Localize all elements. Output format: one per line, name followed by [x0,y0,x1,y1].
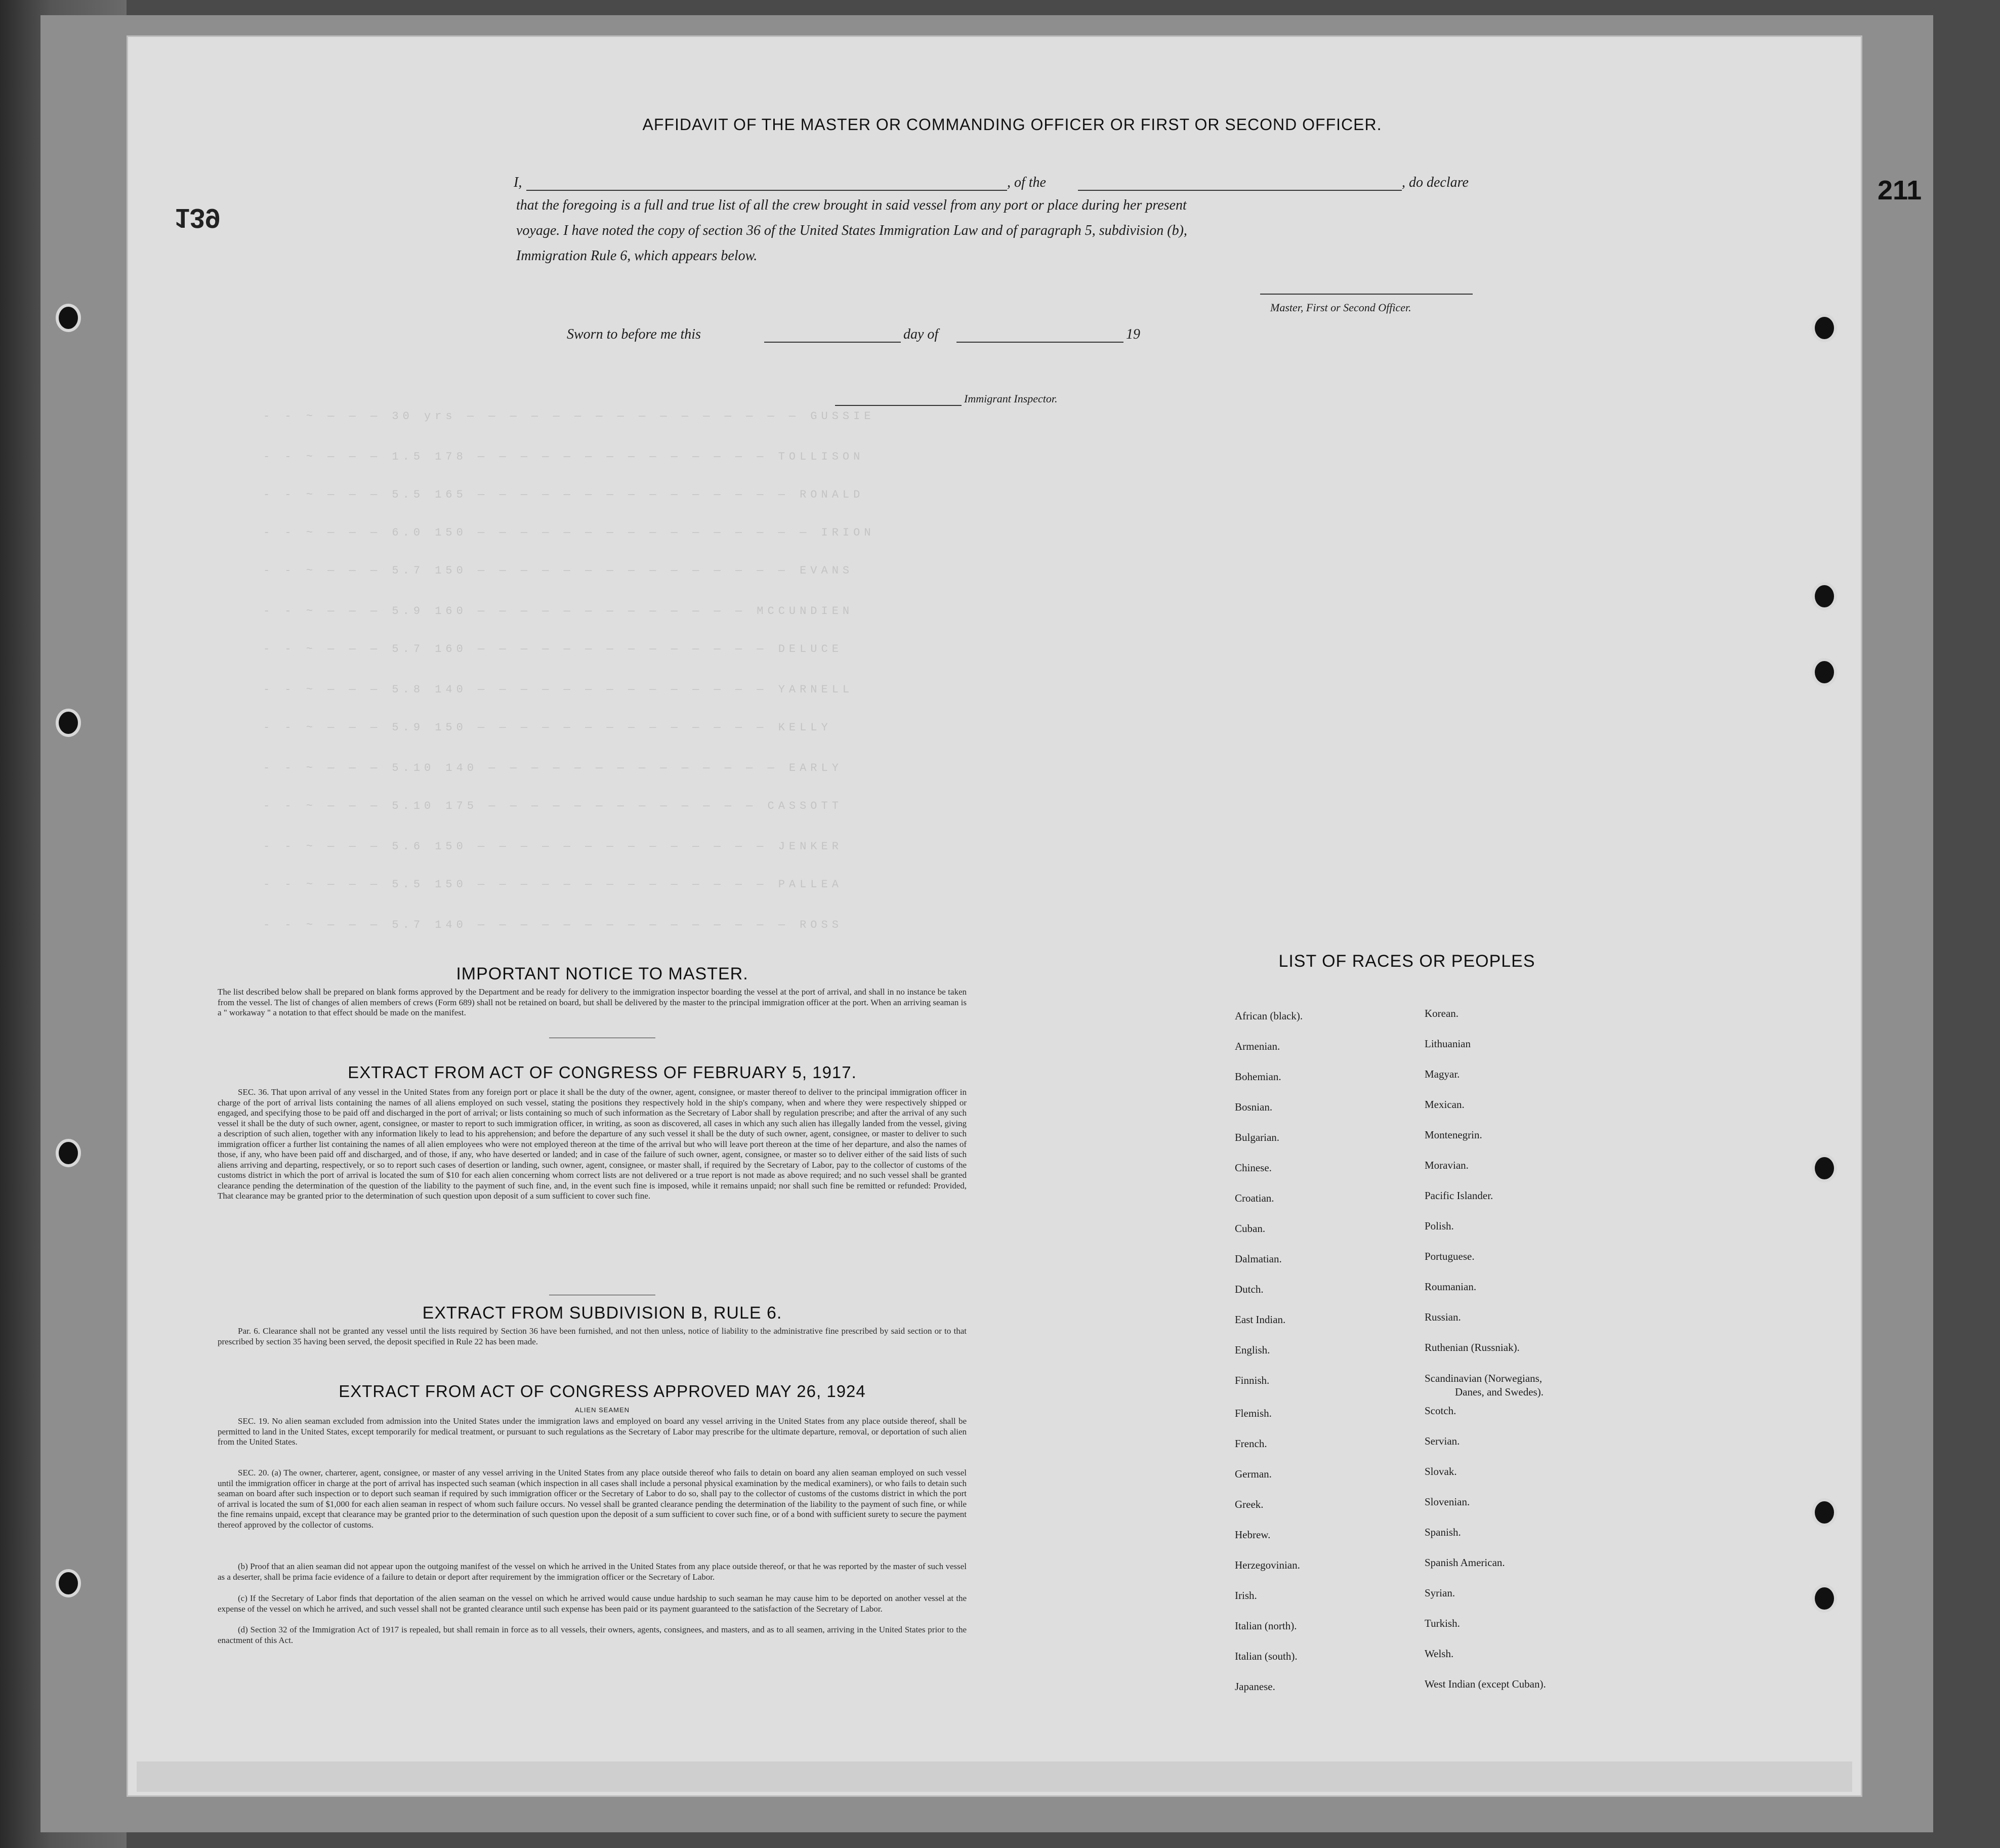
race-item: Roumanian. [1425,1281,1477,1293]
race-item: German. [1235,1468,1272,1480]
page-stamp-right: 211 [1878,175,1922,206]
extract-1917-title: EXTRACT FROM ACT OF CONGRESS OF FEBRUARY 5, 1917. [348,1063,857,1082]
extract-1917-body: SEC. 36. That upon arrival of any vessel in the United States from any foreign port or place it shall be the duty of the owner, agent, consignee, or master thereof to deliver to the principal immigration officer in charge of the port of arrival lists containing the names of all aliens employed on such vessel, stating the positions they respectively hold in the ship's company, when and where they were respectively shipped or engaged, and specifying those to be paid off and discharged in the port of arrival; or lists containing so much of such information as the Secretary of Labor shall by regulation prescribe; and after the arrival of any such vessel it shall be the duty of such owner, agent, consignee, or master to report to such immigration officer, in writing, as soon as discovered, all cases in which any such alien has illegally landed from the vessel, giving a description of such alien, together with any information likely to lead to his apprehension; and before the departure of any such vessel it shall be the duty of such owner, agent, consignee, or master to deliver to such immigration officer a further list containing the names of all alien employees who were not employed thereon at the time of the arrival but who will leave port thereon at the time of her departure, and also the names of those, if any, who have been paid off and discharged, and of those, if any, who have deserted or landed; and in case of the failure of such owner, agent, consignee, or master so to deliver either of the said lists of such aliens arriving and departing, respectively, or so to report such cases of desertion or landing, such owner, agent, consignee, or master shall, if required by the Secretary of Labor, pay to the collector of customs of the customs district in which the port of arrival is located the sum of $10 for each alien concerning whom correct lists are not delivered or a true report is not made as above required; and no such vessel shall be granted clearance pending the determination of the question of the liability to the payment of such fine, and, in the event such fine is imposed, while it remains unpaid; nor shall such fine be remitted or refunded: Provided, That clearance may be granted prior to the determination of such question upon deposit of a sum sufficient to cover such fine. [218,1087,967,1201]
race-item [1425,1372,1546,1405]
race-item: Polish. [1425,1220,1454,1232]
punch-hole-icon [56,1569,81,1597]
race-item: Croatian. [1235,1192,1274,1204]
master-signature-label: Master, First or Second Officer. [1270,301,1411,314]
officer-name-field[interactable] [526,190,1007,191]
race-item: Korean. [1425,1007,1459,1019]
page-stamp-left: 139 [175,203,221,233]
race-item: Turkish. [1425,1617,1460,1629]
affidavit-line2: that the foregoing is a full and true list of all the crew brought in said vessel from any port or place during her present [516,197,1187,213]
race-item: Russian. [1425,1311,1461,1323]
race-item: Herzegovinian. [1235,1559,1300,1571]
page-bottom-edge [137,1761,1852,1792]
race-item: Welsh. [1425,1648,1454,1660]
race-item: Hebrew. [1235,1529,1271,1541]
race-item-line: Scandinavian (Norwegians, [1425,1372,1543,1384]
punch-hole-icon [1812,1584,1837,1613]
document-page [127,35,1862,1797]
race-item: Japanese. [1235,1680,1275,1693]
extract-1924-title: EXTRACT FROM ACT OF CONGRESS APPROVED MAY 26, 1924 [339,1382,866,1401]
race-item: Ruthenian (Russniak). [1425,1341,1520,1353]
extract-rule6-body: Par. 6. Clearance shall not be granted any vessel until the lists required by Section 36 have been furnished, and not then unless, notice of liability to the administrative fine prescribed by said section or to that prescribed by section 35 having been served, the deposit specified in Rule 22 has been made. [218,1326,967,1346]
races-title: LIST OF RACES OR PEOPLES [1278,952,1535,971]
race-item-line: Danes, and Swedes). [1455,1386,1544,1398]
affidavit-line4: Immigration Rule 6, which appears below. [516,248,758,264]
race-item: African (black). [1235,1010,1303,1022]
race-item: East Indian. [1235,1313,1286,1326]
affidavit-line1-mid: , of the [1007,175,1046,190]
race-item: Moravian. [1425,1159,1469,1171]
race-item: Syrian. [1425,1587,1455,1599]
races-column-right [1425,1007,1546,1708]
race-item: Armenian. [1235,1040,1280,1052]
race-item: Lithuanian [1425,1038,1471,1050]
race-item: Flemish. [1235,1407,1272,1419]
race-item: Chinese. [1235,1162,1272,1174]
race-item: Dutch. [1235,1283,1264,1295]
inspector-signature-field[interactable] [835,405,962,406]
affidavit-line3: voyage. I have noted the copy of section 36 of the United States Immigration Law and of paragraph 5, subdivision (b), [516,223,1187,238]
extract-1924-sec20a: SEC. 20. (a) The owner, charterer, agent, consignee, or master of any vessel arriving in the United States from any place outside thereof who fails to detain on board any alien seaman employed on such vessel until the immigration officer in charge at the port of arrival has inspected such seaman (which inspection in all cases shall include a personal physical examination by the medical examiners), or who fails to detain such seaman on board after such inspection or to deport such seaman if required by such immigration officer or the Secretary of Labor to do so, shall pay to the collector of customs of the customs district in which the port of arrival is located the sum of $1,000 for each alien seaman in respect of whom such failure occurs. No vessel shall be granted clearance pending the determination of the liability to the payment of such fine, or while the fine remains unpaid, except that clearance may be granted prior to the determination of such question upon the deposit of a sum sufficient to cover such fine, or of a bond with sufficient surety to secure the payment thereof approved by the collector of customs. [218,1468,967,1530]
race-item: English. [1235,1344,1270,1356]
race-item: Bulgarian. [1235,1131,1280,1143]
race-item: Cuban. [1235,1222,1266,1235]
race-item: Irish. [1235,1589,1257,1601]
race-item: Pacific Islander. [1425,1189,1493,1202]
punch-hole-icon [56,1139,81,1167]
race-item: Bosnian. [1235,1101,1273,1113]
race-item: Italian (north). [1235,1620,1297,1632]
punch-hole-icon [1812,1154,1837,1182]
extract-1924-sec20d: (d) Section 32 of the Immigration Act of 1917 is repealed, but shall remain in force as to all vessels, their owners, agents, consignees, and masters, and as to all seamen, arriving in the United States prior to the enactment of this Act. [218,1625,967,1645]
affidavit-line1-start: I, [514,175,522,190]
race-item: Magyar. [1425,1068,1460,1080]
race-item: Slovenian. [1425,1496,1470,1508]
extract-1924-subtitle: ALIEN SEAMEN [574,1406,630,1414]
race-item: Slovak. [1425,1465,1457,1477]
race-item: Scotch. [1425,1405,1456,1417]
race-item: West Indian (except Cuban). [1425,1678,1546,1690]
master-signature-field[interactable] [1260,294,1473,295]
race-item: French. [1235,1438,1267,1450]
race-item: Italian (south). [1235,1650,1298,1662]
punch-hole-icon [56,709,81,737]
race-item: Montenegrin. [1425,1129,1482,1141]
sworn-day-of: day of [903,326,939,342]
punch-hole-icon [1812,1498,1837,1527]
race-item: Finnish. [1235,1374,1270,1386]
affidavit-title: AFFIDAVIT OF THE MASTER OR COMMANDING OFFICER OR FIRST OR SECOND OFFICER. [642,115,1382,134]
sworn-statement: Sworn to before me this [567,326,701,342]
affidavit-line1-end: , do declare [1402,175,1469,190]
race-item: Spanish. [1425,1526,1461,1538]
sworn-month-field[interactable] [956,342,1123,343]
race-item: Spanish American. [1425,1556,1505,1569]
extract-1924-sec19: SEC. 19. No alien seaman excluded from admission into the United States under the immigration laws and employed on board any vessel arriving in the United States from any place outside thereof, shall be permitted to land in the United States, except temporarily for medical treatment, or pursuant to such regulations as the Secretary of Labor may prescribe for the ultimate departure, removal, or deportation of such alien from the United States. [218,1416,967,1447]
punch-hole-icon [56,304,81,332]
race-item: Bohemian. [1235,1071,1281,1083]
notice-body: The list described below shall be prepared on blank forms approved by the Department and be ready for delivery to the immigration inspector boarding the vessel at the port of arrival, and shall in no instance be taken from the vessel. The list of changes of alien members of crews (Form 689) shall not be retained on board, but shall be delivered by the master to the principal immigration officer at the port. When an arriving seaman is a " workaway " a notation to that effect should be made on the manifest. [218,987,967,1017]
race-item: Portuguese. [1425,1250,1475,1262]
sworn-day-field[interactable] [764,342,901,343]
race-item: Servian. [1425,1435,1460,1447]
vessel-name-field[interactable] [1078,190,1402,191]
notice-title: IMPORTANT NOTICE TO MASTER. [456,964,748,983]
races-column-left [1235,1010,1303,1711]
punch-hole-icon [1812,582,1837,610]
extract-rule6-title: EXTRACT FROM SUBDIVISION B, RULE 6. [422,1303,782,1323]
race-item: Greek. [1235,1498,1264,1510]
extract-1924-sec20c: (c) If the Secretary of Labor finds that deportation of the alien seaman on the vessel on which he arrived would cause undue hardship to such seaman he may cause him to be deported on another vessel at the expense of the vessel on which he arrived, and such vessel shall not be granted clearance until such expense has been paid or its payment guaranteed to the satisfaction of the Secretary of Labor. [218,1593,967,1614]
race-item: Dalmatian. [1235,1253,1282,1265]
punch-hole-icon [1812,658,1837,686]
extract-1924-sec20b: (b) Proof that an alien seaman did not appear upon the outgoing manifest of the vessel on which he arrived in the United States from any place outside thereof, or that he was reported by the master of such vessel as a deserter, shall be prima facie evidence of a failure to detain or deport after requirement by the immigration officer or the Secretary of Labor. [218,1562,967,1582]
sworn-year: 19 [1126,326,1140,342]
punch-hole-icon [1812,314,1837,342]
race-item: Mexican. [1425,1098,1465,1111]
inspector-label: Immigrant Inspector. [964,392,1058,405]
